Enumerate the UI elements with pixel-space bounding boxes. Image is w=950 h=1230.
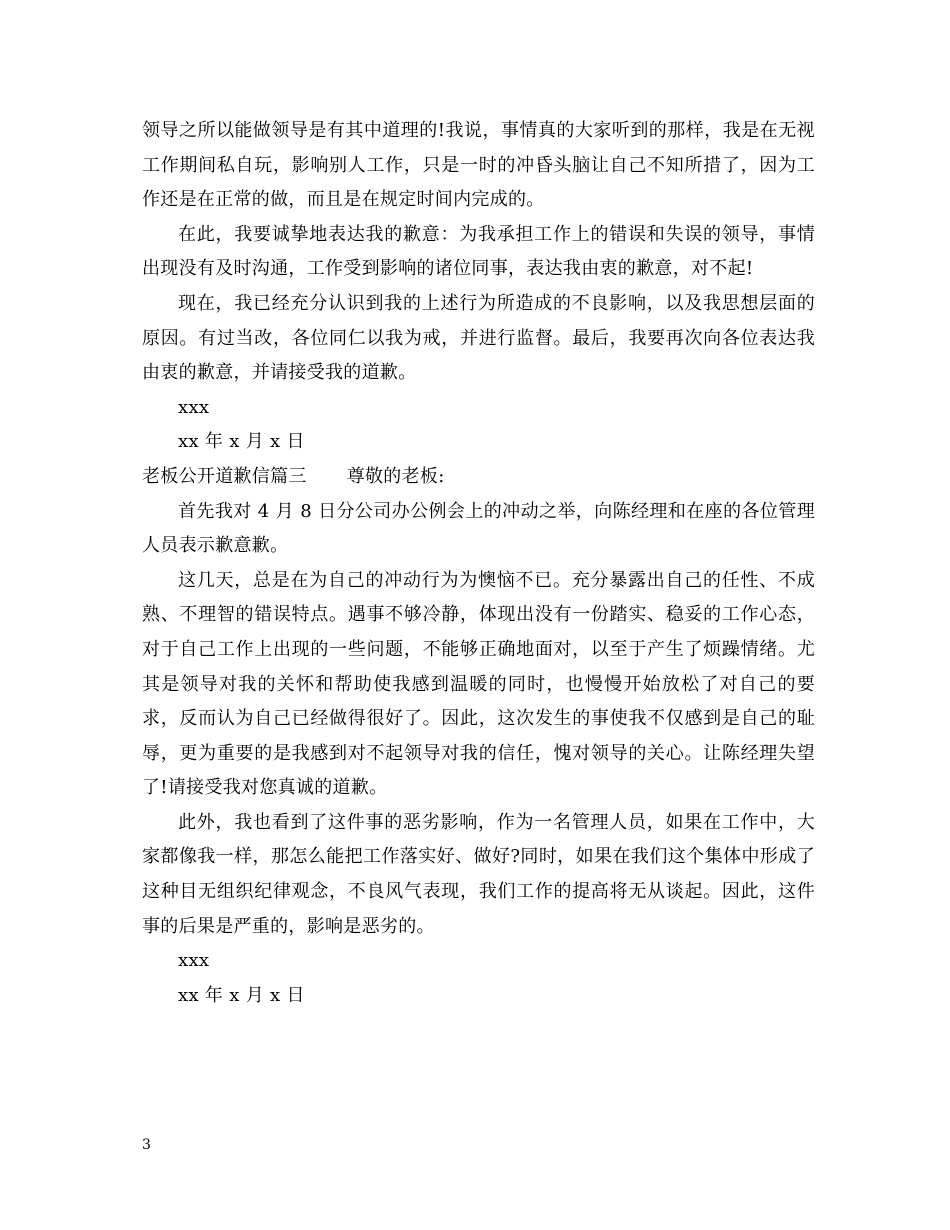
section-heading [142, 460, 815, 495]
paragraph-apology: 在此，我要诚挚地表达我的歉意：为我承担工作上的错误和失误的领导，事情出现没有及时沟通，工作受到影响的诸位同事，表达我由衷的歉意，对不起! [142, 223, 815, 280]
paragraph-consequences: 此外，我也看到了这件事的恶劣影响，作为一名管理人员，如果在工作中，大家都像我一样，那怎么能把工作落实好、做好?同时，如果在我们这个集体中形成了这种目无组织纪律观念，不良风气表现，我们工作的提高将无从谈起。因此，这件事的后果是严重的，影响是恶劣的。 [142, 811, 815, 937]
document-body [142, 114, 815, 1013]
paragraph-opening: 首先我对 4 月 8 日分公司办公例会上的冲动之举，向陈经理和在座的各位管理人员表示歉意歉。 [142, 500, 815, 557]
page-number: 3 [142, 1137, 151, 1153]
paragraph-self-criticism: 这几天，总是在为自己的冲动行为为懊恼不已。充分暴露出自己的任性、不成熟、不理智的错误特点。遇事不够冷静，体现出没有一份踏实、稳妥的工作心态，对于自己工作上出现的一些问题，不能够正确地面对，以至于产生了烦躁情绪。尤其是领导对我的关怀和帮助使我感到温暖的同时，也慢慢开始放松了对自己的要求，反而认为自己已经做得很好了。因此，这次发生的事使我不仅感到是自己的耻辱，更为重要的是我感到对不起领导对我的信任，愧对领导的关心。让陈经理失望了!请接受我对您真诚的道歉。 [142, 569, 815, 799]
signature-name: xxx [178, 950, 210, 972]
signature-name: xxx [178, 396, 210, 418]
paragraph-reflection: 现在，我已经充分认识到我的上述行为所造成的不良影响，以及我思想层面的原因。有过当改，各位同仁以我为戒，并进行监督。最后，我要再次向各位表达我由衷的歉意，并请接受我的道歉。 [142, 292, 815, 384]
signature-date: xx 年 x 月 x 日 [178, 431, 305, 453]
section-title: 老板公开道歉信篇三 [142, 465, 307, 487]
salutation: 尊敬的老板: [346, 465, 445, 487]
paragraph-continuation: 领导之所以能做领导是有其中道理的!我说，事情真的大家听到的那样，我是在无视工作期间私自玩，影响别人工作，只是一时的冲昏头脑让自己不知所措了，因为工作还是在正常的做，而且是在规定时间内完成的。 [142, 120, 815, 211]
signature-date: xx 年 x 月 x 日 [178, 984, 305, 1006]
